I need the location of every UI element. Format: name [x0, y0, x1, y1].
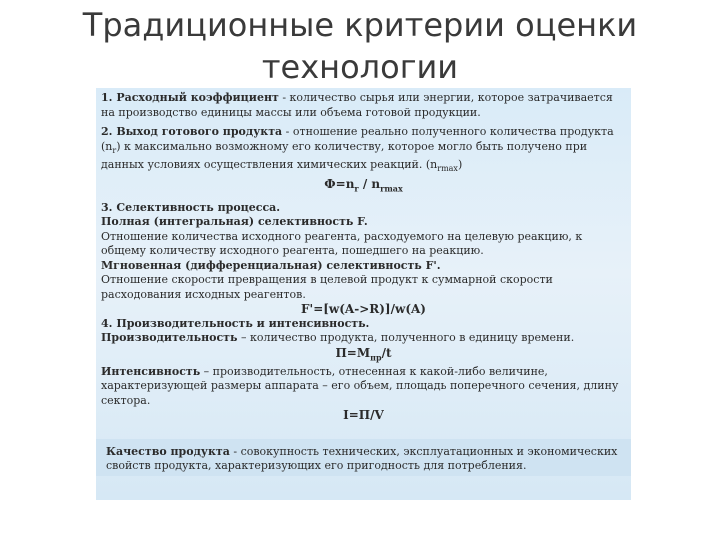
quality-text: - совокупность технических, эксплуатационных и экономических свойств продукта, характеризующих его пригодность для потребления. [106, 444, 618, 473]
formula-yield: $Ф=n_r / n_{rmax}$ [324, 176, 403, 194]
formula-intensity: I=П/V [343, 408, 384, 423]
item3-heading: 3. Селективность процесса. [101, 200, 281, 214]
item2-text3: ) [457, 158, 463, 172]
criteria-panel [96, 88, 631, 500]
productivity-heading: Производительность [101, 331, 238, 345]
slide-title-line1: Традиционные критерии оценки [82, 6, 638, 44]
item1 [101, 91, 626, 120]
integral-selectivity-heading: Полная (интегральная) селективность F. [101, 215, 368, 229]
item1-heading: 1. Расходный коэффициент [101, 91, 279, 104]
item4-heading: 4. Производительность и интенсивность. [101, 316, 370, 330]
intensity [101, 365, 626, 409]
formula-productivity: $П=М_{пр}/t$ [335, 345, 392, 363]
item2-heading: 2. Выход готового продукта [101, 125, 283, 138]
item1-text: - количество сырья или энергии, которое затрачивается на производство единицы массы или объема готовой продукции. [101, 91, 613, 119]
item2-text: - отношение реально полученного количества продукта (n [101, 125, 614, 153]
instant-selectivity-heading: Мгновенная (дифференциальная) селективность F'. [101, 258, 441, 272]
slide-title-line2: технологии [261, 48, 459, 86]
item2-sub2: rmax [437, 164, 458, 174]
productivity-text: – количество продукта, полученного в единицу времени. [237, 331, 575, 345]
item2-sub1: r [112, 145, 117, 155]
item2 [101, 125, 626, 177]
instant-selectivity-text: Отношение скорости превращения в целевой продукт к суммарной скорости расходования исходных реагентов. [101, 273, 553, 301]
productivity [101, 331, 626, 346]
formula-selectivity: F'=[w(A->R)]/w(A) [301, 302, 426, 317]
intensity-heading: Интенсивность [101, 364, 201, 378]
item2-text2: ) к максимально возможному его количеству, которое могло быть получено при данных условиях осуществления химических реакций. (n [101, 139, 588, 172]
slide-title [60, 4, 660, 88]
integral-selectivity-text: Отношение количества исходного реагента, расходуемого на целевую реакцию, к общему количеству исходного реагента, пошедшего на реакцию. [101, 229, 583, 258]
quality-block [96, 439, 631, 476]
quality-heading: Качество продукта [106, 444, 230, 458]
intensity-text: – производительность, отнесенная к какой-либо величине, характеризующей размеры аппарата – его объем, площадь поперечного сечения, длину секторa. [101, 364, 619, 407]
quality [106, 445, 626, 474]
